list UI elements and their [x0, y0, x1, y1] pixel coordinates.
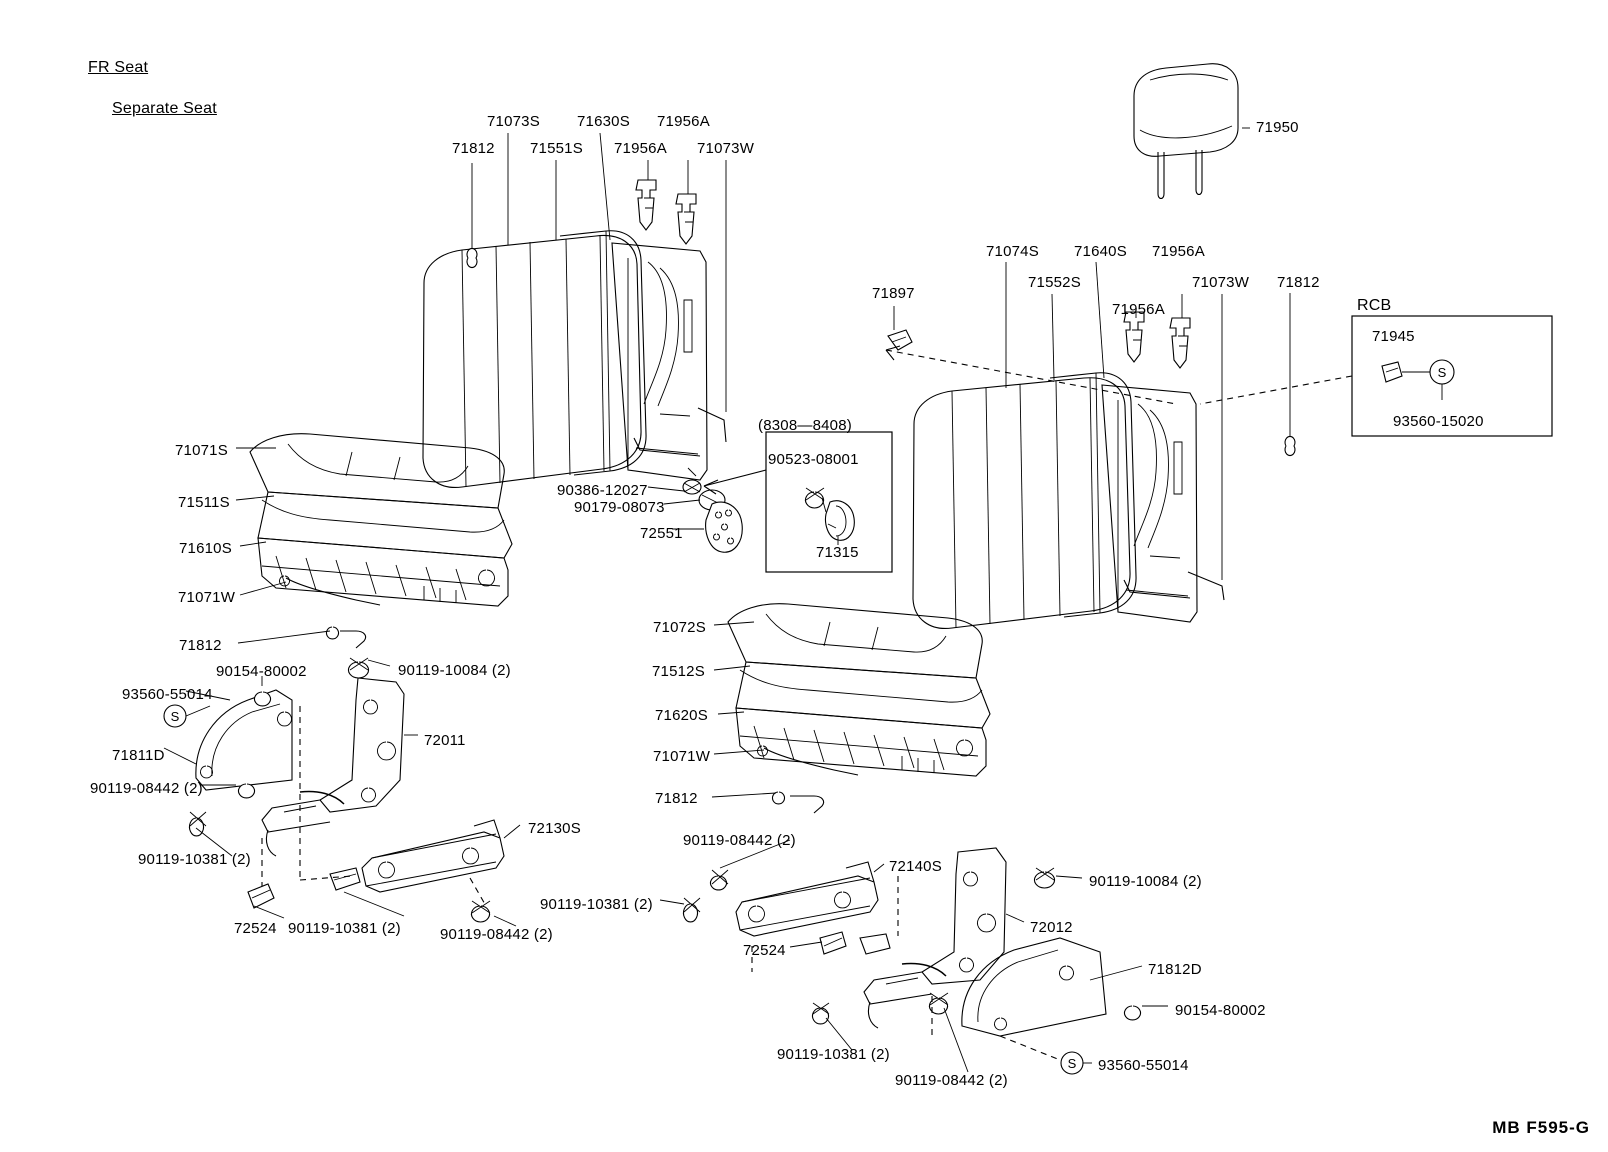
callout-71512S: 71512S [652, 663, 705, 680]
callout-72011: 72011 [424, 732, 466, 749]
callout-90119-08442-right-b: 90119-08442 (2) [895, 1072, 1008, 1089]
callout-71072S: 71072S [653, 619, 706, 636]
callout-71630S: 71630S [577, 113, 630, 130]
callout-72551: 72551 [640, 525, 683, 542]
svg-text:S: S [170, 709, 180, 724]
callout-71640S: 71640S [1074, 243, 1127, 260]
callout-72140S: 72140S [889, 858, 942, 875]
sheet-footer-code: MB F595-G [1492, 1118, 1590, 1137]
callout-71073W-left: 71073W [697, 140, 755, 157]
callout-71620S: 71620S [655, 707, 708, 724]
callout-71812D: 71812D [1148, 961, 1202, 978]
callout-71071W-left: 71071W [178, 589, 236, 606]
svg-text:S: S [1437, 365, 1447, 380]
callout-71956A-left-b: 71956A [657, 113, 710, 130]
callout-71552S: 71552S [1028, 274, 1081, 291]
callout-71812-right-cushion: 71812 [655, 790, 698, 807]
callout-90119-08442-left-b: 90119-08442 (2) [440, 926, 553, 943]
callout-rcb-label: RCB [1357, 297, 1392, 314]
callout-71956A-right-a: 71956A [1152, 243, 1205, 260]
callout-71811D: 71811D [112, 747, 165, 764]
callout-71956A-left-a: 71956A [614, 140, 667, 157]
callout-71956A-right-b: 71956A [1112, 301, 1165, 318]
callout-90119-10381-right-a: 90119-10381 (2) [540, 896, 653, 913]
callout-93560-55014-right: 93560-55014 [1098, 1057, 1189, 1074]
callout-71074S: 71074S [986, 243, 1039, 260]
callout-90119-10084-right: 90119-10084 (2) [1089, 873, 1202, 890]
callout-90119-08442-left-a: 90119-08442 (2) [90, 780, 203, 797]
callout-71073S: 71073S [487, 113, 540, 130]
callout-71610S: 71610S [179, 540, 232, 557]
callout-90119-08442-right-a: 90119-08442 (2) [683, 832, 796, 849]
callout-71897: 71897 [872, 285, 915, 302]
callout-71551S: 71551S [530, 140, 583, 157]
callout-71511S: 71511S [178, 494, 230, 511]
callout-90154-80002-right: 90154-80002 [1175, 1002, 1266, 1019]
callout-date-range: (8308—8408) [758, 417, 852, 434]
callout-71812-right-top: 71812 [1277, 274, 1320, 291]
callout-90154-80002-left: 90154-80002 [216, 663, 307, 680]
callout-93560-15020: 93560-15020 [1393, 413, 1484, 430]
callout-90119-10381-left-a: 90119-10381 (2) [138, 851, 251, 868]
callout-71945: 71945 [1372, 328, 1415, 345]
svg-text:S: S [1067, 1056, 1077, 1071]
callout-71812-left-cushion: 71812 [179, 637, 222, 654]
callout-72524-right: 72524 [743, 942, 786, 959]
diagram-subheading: Separate Seat [112, 100, 217, 117]
callout-90523-08001: 90523-08001 [768, 451, 859, 468]
callout-90119-10381-left-b: 90119-10381 (2) [288, 920, 401, 937]
callout-90119-10084-left: 90119-10084 (2) [398, 662, 511, 679]
callout-71073W-right: 71073W [1192, 274, 1250, 291]
callout-71071S: 71071S [175, 442, 228, 459]
callout-72012: 72012 [1030, 919, 1073, 936]
callout-72130S: 72130S [528, 820, 581, 837]
callout-90386-12027: 90386-12027 [557, 482, 648, 499]
callout-71812-left-top: 71812 [452, 140, 495, 157]
callout-71071W-right: 71071W [653, 748, 711, 765]
callout-71950-headrest: 71950 [1256, 119, 1299, 136]
callout-90179-08073: 90179-08073 [574, 499, 665, 516]
callout-71315: 71315 [816, 544, 859, 561]
callout-93560-55014-left: 93560-55014 [122, 686, 213, 703]
diagram-heading: FR Seat [88, 59, 149, 76]
callout-90119-10381-right-b: 90119-10381 (2) [777, 1046, 890, 1063]
callout-72524-left: 72524 [234, 920, 277, 937]
